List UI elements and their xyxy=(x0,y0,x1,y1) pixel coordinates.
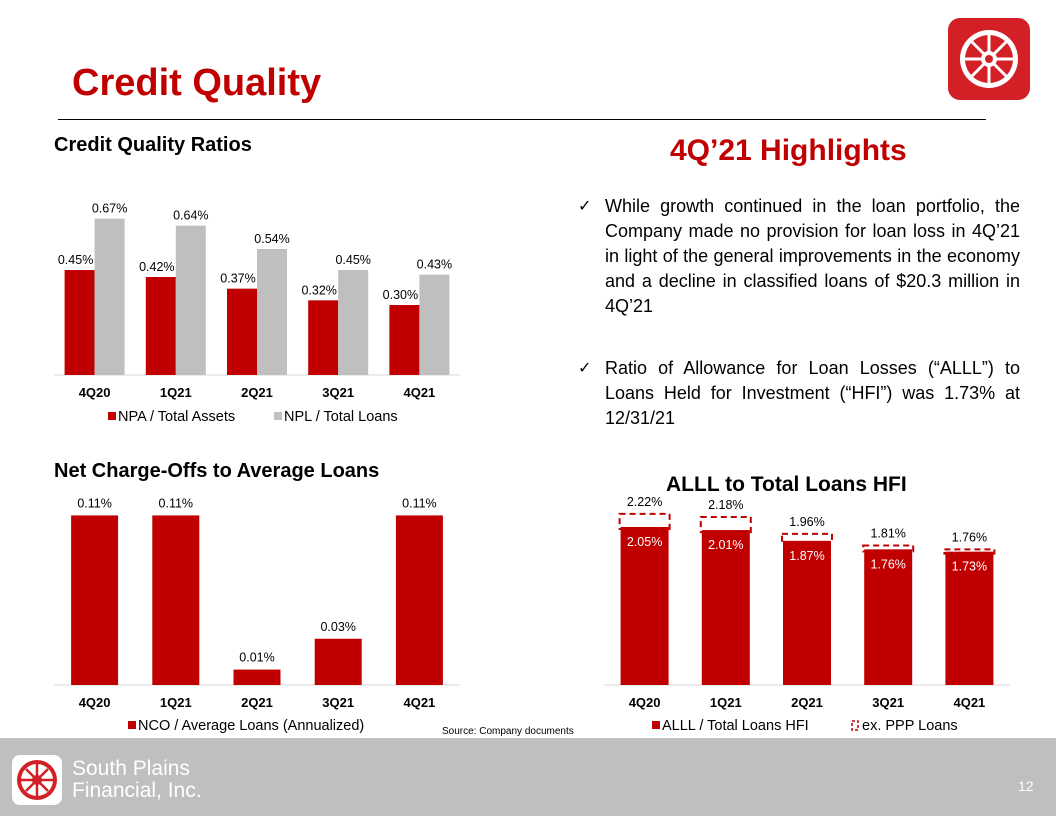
data-label: 0.67% xyxy=(91,201,128,216)
legend-swatch xyxy=(128,721,136,729)
x-tick-label: 1Q21 xyxy=(709,695,742,710)
data-label: 1.76% xyxy=(951,530,988,545)
bar-allll xyxy=(621,527,669,685)
bar-nco xyxy=(71,515,118,685)
data-label: 1.87% xyxy=(789,548,825,563)
data-label: 0.11% xyxy=(77,496,112,511)
legend-swatch xyxy=(652,721,660,729)
data-label: 1.81% xyxy=(870,526,906,541)
x-tick-label: 4Q20 xyxy=(78,385,111,400)
x-tick-label: 3Q21 xyxy=(872,695,905,710)
highlights-title: 4Q’21 Highlights xyxy=(670,134,907,167)
legend-label: ALLL / Total Loans HFI xyxy=(662,718,809,734)
legend-label: NCO / Average Loans (Annualized) xyxy=(138,718,365,734)
x-tick-label: 2Q21 xyxy=(791,695,823,710)
checkmark-icon: ✓ xyxy=(578,198,592,215)
x-tick-label: 4Q20 xyxy=(628,695,661,710)
data-label: 2.05% xyxy=(626,534,663,549)
bar-npa xyxy=(146,277,176,375)
data-label: 0.45% xyxy=(335,253,371,267)
net-charge-offs-title: Net Charge-Offs to Average Loans xyxy=(54,460,380,482)
bar-npa xyxy=(389,305,419,375)
bar-nco xyxy=(234,670,281,685)
bar-npa xyxy=(227,289,257,375)
x-tick-label: 4Q21 xyxy=(953,695,986,710)
bar-nco xyxy=(152,515,199,685)
bar-npa xyxy=(308,300,338,375)
data-label: 0.42% xyxy=(139,260,175,274)
data-label: 0.11% xyxy=(158,496,194,511)
data-label: 0.30% xyxy=(382,288,419,302)
x-tick-label: 2Q21 xyxy=(241,385,273,400)
x-tick-label: 3Q21 xyxy=(322,695,355,710)
data-label: 1.76% xyxy=(870,557,906,572)
credit-quality-ratios-title: Credit Quality Ratios xyxy=(54,134,252,156)
legend-label: NPA / Total Assets xyxy=(118,409,236,425)
legend-swatch xyxy=(108,412,116,420)
x-tick-label: 1Q21 xyxy=(159,385,192,400)
x-tick-label: 4Q21 xyxy=(403,385,436,400)
bar-npl xyxy=(338,270,368,375)
allll-title: ALLL to Total Loans HFI xyxy=(666,473,907,496)
data-label: 0.32% xyxy=(301,283,337,298)
legend-swatch xyxy=(852,721,858,730)
page-number: 12 xyxy=(1018,778,1034,794)
x-tick-label: 4Q21 xyxy=(403,695,436,710)
data-label: 1.73% xyxy=(951,559,988,574)
data-label: 1.96% xyxy=(789,514,825,529)
highlight-bullet-text: While growth continued in the loan portfolio, the Company made no provision for loan loss in 4Q’21 in light of the general improvements in the economy and a decline in classified loans of $20.3 million in 4Q’21 xyxy=(605,196,1020,316)
legend-label: NPL / Total Loans xyxy=(284,409,398,425)
footer-company-name-line2: Financial, Inc. xyxy=(72,779,202,802)
page-title: Credit Quality xyxy=(72,62,322,104)
legend-label: ex. PPP Loans xyxy=(862,718,958,734)
x-tick-label: 3Q21 xyxy=(322,385,355,400)
data-label: 0.37% xyxy=(220,271,256,286)
bar-npl xyxy=(95,219,125,375)
data-label: 0.03% xyxy=(320,619,356,634)
footer-company-name-line1: South Plains xyxy=(72,757,190,780)
data-label: 0.45% xyxy=(57,253,94,267)
bar-nco xyxy=(315,639,362,685)
data-label: 0.54% xyxy=(254,232,290,246)
x-tick-label: 4Q20 xyxy=(78,695,111,710)
footer-logo-icon xyxy=(12,755,62,805)
x-tick-label: 1Q21 xyxy=(159,695,192,710)
bar-allll xyxy=(702,530,750,685)
highlight-bullet-text: Ratio of Allowance for Loan Losses (“ALLL”) to Loans Held for Investment (“HFI”) was 1.73% at 12/31/21 xyxy=(605,358,1020,428)
data-label: 2.22% xyxy=(626,494,663,509)
checkmark-icon: ✓ xyxy=(578,360,592,377)
data-label: 0.11% xyxy=(402,496,437,511)
data-label: 2.18% xyxy=(708,497,744,512)
bar-npl xyxy=(257,249,287,375)
bar-npl xyxy=(419,275,449,375)
bar-npl xyxy=(176,226,206,375)
bar-ex-ppp xyxy=(620,514,670,529)
legend-swatch xyxy=(274,412,282,420)
bar-nco xyxy=(396,515,443,685)
bar-npa xyxy=(65,270,95,375)
source-note: Source: Company documents xyxy=(442,726,574,737)
data-label: 2.01% xyxy=(708,538,744,553)
bar-ex-ppp xyxy=(701,517,751,532)
data-label: 0.01% xyxy=(239,650,275,665)
data-label: 0.64% xyxy=(173,208,209,223)
data-label: 0.43% xyxy=(416,257,453,272)
x-tick-label: 2Q21 xyxy=(241,695,273,710)
